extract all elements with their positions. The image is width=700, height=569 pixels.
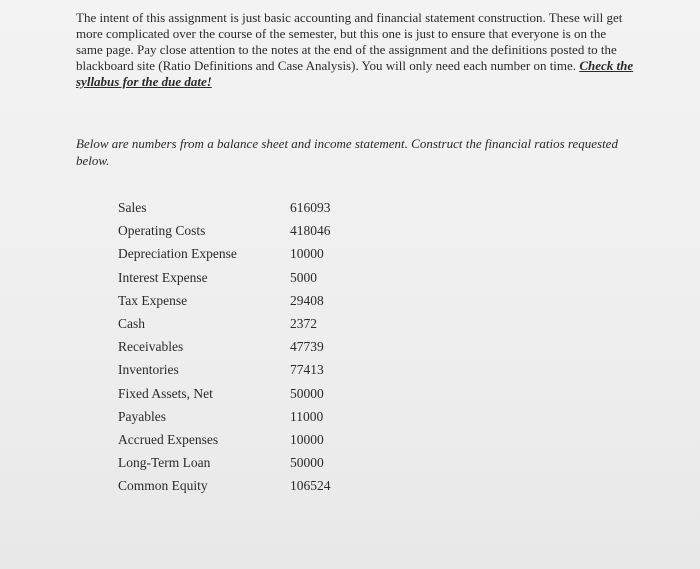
row-value: 418046 xyxy=(290,223,331,239)
row-label: Payables xyxy=(118,408,166,424)
intro-paragraph xyxy=(76,10,636,90)
row-value: 5000 xyxy=(290,269,317,285)
row-value: 10000 xyxy=(290,246,324,262)
table-row xyxy=(118,244,378,267)
row-label: Fixed Assets, Net xyxy=(118,385,213,401)
table-row xyxy=(118,360,378,383)
row-label: Receivables xyxy=(118,339,184,355)
row-value: 106524 xyxy=(290,478,331,494)
table-row xyxy=(118,430,378,453)
row-label: Accrued Expenses xyxy=(118,431,219,447)
instructions-paragraph: Below are numbers from a balance sheet and income statement. Construct the financial ratios requested below. xyxy=(76,136,618,168)
row-value: 2372 xyxy=(290,315,317,331)
row-label: Tax Expense xyxy=(118,292,188,308)
table-row xyxy=(118,407,378,430)
row-label: Operating Costs xyxy=(118,223,206,239)
row-value: 11000 xyxy=(290,408,324,424)
row-label: Inventories xyxy=(118,362,179,378)
row-label: Depreciation Expense xyxy=(118,246,237,262)
table-row xyxy=(118,337,378,360)
row-value: 47739 xyxy=(290,339,324,355)
intro-text: The intent of this assignment is just basic accounting and financial statement construction. These will get more complicated over the course of the semester, but this one is just to ensure that everyone is on the same page. Pay close attention to the notes at the end of the assignment and the definitions posted to the blackboard site (Ratio Definitions and Case Analysis). You will only need each number on time. xyxy=(76,10,623,73)
table-row xyxy=(118,268,378,291)
row-value: 77413 xyxy=(290,362,324,378)
table-row xyxy=(118,291,378,314)
row-label: Sales xyxy=(118,200,147,215)
table-row xyxy=(118,314,378,337)
row-value: 616093 xyxy=(290,200,331,215)
table-row xyxy=(118,384,378,407)
row-label: Common Equity xyxy=(118,478,208,494)
table-row xyxy=(118,476,378,499)
row-value: 50000 xyxy=(290,455,324,471)
row-label: Interest Expense xyxy=(118,269,208,285)
table-row xyxy=(118,221,378,244)
row-value: 10000 xyxy=(290,431,324,447)
table-row xyxy=(118,198,378,221)
table-row xyxy=(118,453,378,476)
row-label: Cash xyxy=(118,315,145,331)
row-label: Long-Term Loan xyxy=(118,455,211,471)
row-value: 50000 xyxy=(290,385,324,401)
syllabus-link[interactable]: Check the syllabus for the due date! xyxy=(76,58,634,89)
financial-data-table xyxy=(118,198,378,499)
row-value: 29408 xyxy=(290,292,324,308)
